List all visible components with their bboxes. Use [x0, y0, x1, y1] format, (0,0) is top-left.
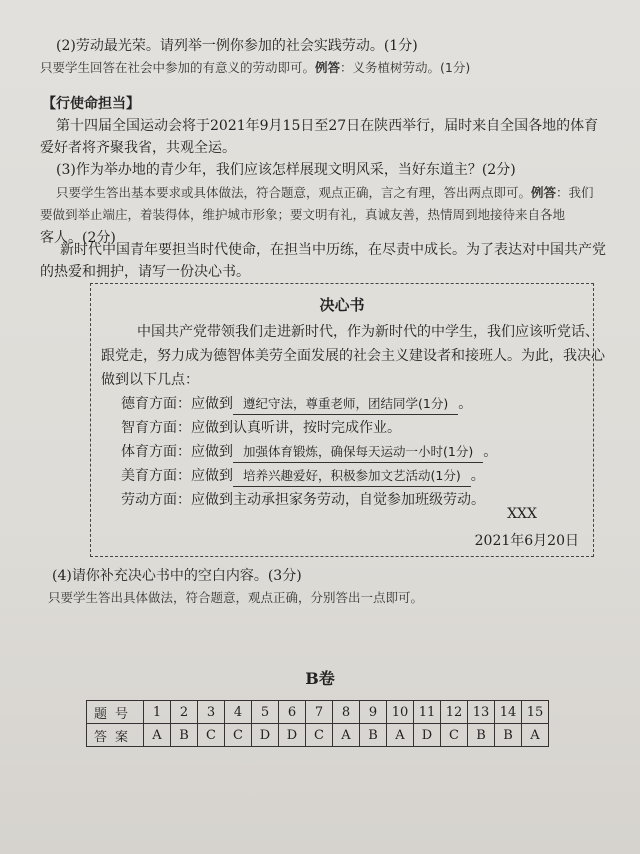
table-cell: B — [171, 724, 198, 747]
table-cell: A — [333, 724, 360, 747]
table-cell: 7 — [306, 701, 333, 724]
table-cell: 1 — [144, 701, 171, 724]
letter-para-1: 中国共产党带领我们走进新时代，作为新时代的中学生，我们应该听党话、 — [137, 324, 599, 340]
letter-para-2: 跟党走，努力成为德智体美劳全面发展的社会主义建设者和接班人。为此，我决心 — [101, 348, 605, 364]
table-cell: B — [468, 724, 495, 747]
table-cell: 11 — [414, 701, 441, 724]
table-cell: 4 — [225, 701, 252, 724]
section-b-title: B卷 — [305, 669, 335, 688]
row-label-answer: 答案 — [87, 724, 144, 747]
q3-answer-line-1: 只要学生答出基本要求或具体做法，符合题意，观点正确，言之有理，答出两点即可。例答：我们 — [56, 185, 594, 200]
answer-table — [86, 700, 549, 747]
table-row-numbers — [87, 701, 549, 724]
intro-line-1: 第十四届全国运动会将于2021年9月15日至27日在陕西举行，届时来自全国各地的体育 — [56, 118, 599, 134]
table-cell: A — [522, 724, 549, 747]
q3-question: (3)作为举办地的青少年，我们应该怎样展现文明风采，当好东道主？(2分) — [56, 162, 516, 178]
moral-line: 德育方面：应做到 遵纪守法，尊重老师，团结同学(1分) 。 — [121, 394, 472, 415]
table-cell: D — [252, 724, 279, 747]
art-fill: 培养兴趣爱好，积极参加文艺活动(1分) — [233, 466, 471, 487]
letter-para-3: 做到以下几点： — [101, 372, 199, 388]
q4-question: (4)请你补充决心书中的空白内容。(3分) — [52, 568, 302, 584]
phys-fill: 加强体育锻炼，确保每天运动一小时(1分) — [233, 442, 483, 463]
table-row-answers — [87, 724, 549, 747]
art-line: 美育方面：应做到 培养兴趣爱好，积极参加文艺活动(1分) 。 — [121, 466, 485, 487]
pledge-letter-title: 决心书 — [319, 296, 365, 314]
intel-line: 智育方面：应做到认真听讲，按时完成作业。 — [121, 420, 401, 436]
table-cell: 15 — [522, 701, 549, 724]
table-cell: 12 — [441, 701, 468, 724]
q2-answer: 只要学生回答在社会中参加的有意义的劳动即可。例答：义务植树劳动。(1分) — [40, 60, 471, 75]
row-label-number: 题号 — [87, 701, 144, 724]
labor-line: 劳动方面：应做到主动承担家务劳动，自觉参加班级劳动。 — [121, 492, 485, 508]
table-cell: 5 — [252, 701, 279, 724]
table-cell: A — [144, 724, 171, 747]
table-cell: C — [198, 724, 225, 747]
section-heading: 【行使命担当】 — [42, 96, 140, 112]
table-cell: 6 — [279, 701, 306, 724]
table-cell: 2 — [171, 701, 198, 724]
table-cell: 8 — [333, 701, 360, 724]
pledge-letter-box — [90, 283, 605, 557]
table-cell: A — [387, 724, 414, 747]
q2-question: (2)劳动最光荣。请列举一例你参加的社会实践劳动。(1分) — [56, 38, 418, 54]
q4-answer: 只要学生答出具体做法，符合题意，观点正确，分别答出一点即可。 — [48, 590, 424, 605]
phys-line: 体育方面：应做到 加强体育锻炼，确保每天运动一小时(1分) 。 — [121, 442, 497, 463]
table-cell: 9 — [360, 701, 387, 724]
intro-line-2: 爱好者将齐聚我省，共观全运。 — [40, 140, 236, 156]
table-cell: 3 — [198, 701, 225, 724]
moral-fill: 遵纪守法，尊重老师，团结同学(1分) — [233, 394, 458, 415]
letter-date: 2021年6月20日 — [474, 533, 579, 549]
table-cell: C — [306, 724, 333, 747]
signature: XXX — [507, 506, 537, 522]
table-cell: D — [279, 724, 306, 747]
table-cell: C — [441, 724, 468, 747]
q3-answer-line-2: 要做到举止端庄，着装得体，维护城市形象；要文明有礼，真诚友善，热情周到地接待来自各地 — [40, 207, 566, 222]
q3-answer-line-3: 客人。(2分) — [40, 230, 116, 246]
table-cell: 13 — [468, 701, 495, 724]
era-line-2: 的热爱和拥护，请写一份决心书。 — [40, 264, 250, 280]
table-cell: 14 — [495, 701, 522, 724]
table-cell: B — [495, 724, 522, 747]
table-cell: 10 — [387, 701, 414, 724]
era-line-1: 新时代中国青年要担当时代使命，在担当中历练，在尽责中成长。为了表达对中国共产党 — [60, 242, 606, 258]
table-cell: C — [225, 724, 252, 747]
table-cell: D — [414, 724, 441, 747]
table-cell: B — [360, 724, 387, 747]
